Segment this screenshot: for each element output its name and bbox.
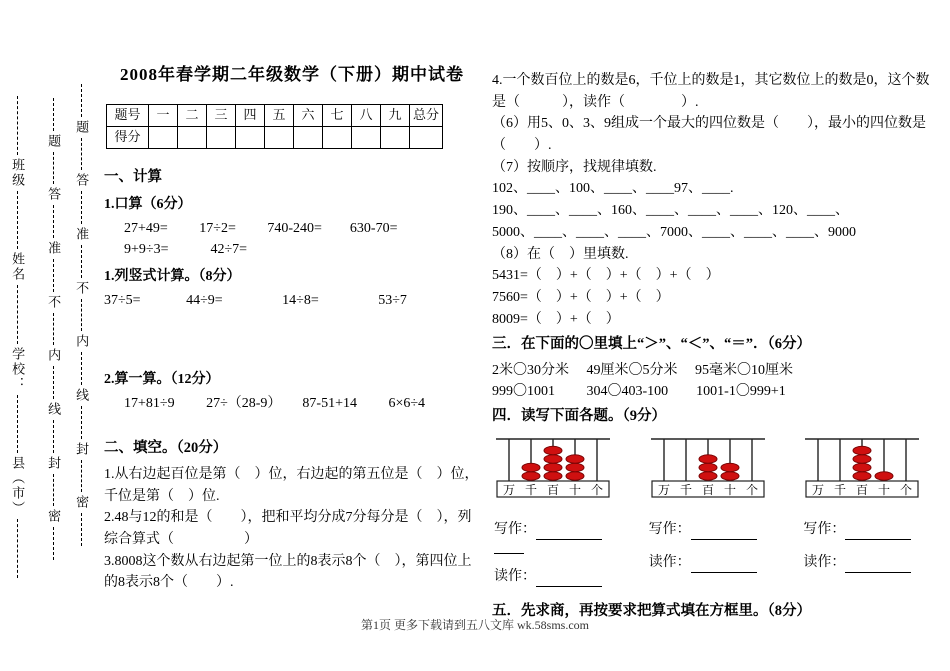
abacus-row [494, 436, 942, 587]
seal-info-field: 班级 [10, 157, 26, 188]
seal-char: 封 [74, 441, 90, 457]
answer-blank-continuation [494, 544, 524, 554]
fill-item: （7）按顺序，找规律填数. [492, 159, 657, 175]
score-cell-empty [236, 126, 265, 148]
svg-text:百: 百 [856, 482, 869, 497]
fill-item: 102、____、100、____、____97、____. [492, 181, 734, 197]
seal-line-column-1 [44, 98, 62, 560]
score-table-header-cell: 一 [149, 104, 178, 126]
seal-dashed-line [17, 191, 18, 250]
answer-blank [845, 560, 911, 573]
seal-char: 不 [74, 280, 90, 296]
svg-text:百: 百 [701, 482, 714, 497]
seal-dashed-line [53, 313, 54, 346]
svg-text:万: 万 [657, 482, 670, 497]
svg-text:千: 千 [524, 482, 538, 497]
svg-text:个: 个 [590, 482, 604, 497]
seal-dashed-line [53, 205, 54, 238]
oral-calc-heading: 1.口算（6分） [104, 197, 192, 213]
seal-dashed-line [17, 285, 18, 344]
seal-dashed-line [53, 98, 54, 131]
write-line [803, 519, 942, 540]
compute-heading: 2.算一算。（12分） [104, 372, 220, 388]
score-table-header-cell: 五 [265, 104, 294, 126]
abacus-svg [803, 436, 921, 500]
seal-char: 题 [74, 119, 90, 135]
right-column [492, 70, 942, 627]
seal-info-field: 县（市） [10, 456, 26, 517]
section-fill-heading: 二、填空。（20分） [104, 440, 228, 457]
score-cell-empty [410, 126, 443, 148]
write-label: 写作： [648, 521, 691, 537]
seal-info-field: 姓名 [10, 252, 26, 283]
seal-char: 准 [46, 241, 62, 257]
math-line: 9+9÷3= 42÷7= [124, 242, 248, 258]
answer-blank [536, 574, 602, 587]
abacus-svg [494, 436, 612, 500]
abacus-1 [494, 436, 633, 507]
seal-dashed-line [53, 259, 54, 292]
seal-char: 密 [46, 509, 62, 525]
seal-char: 不 [46, 294, 62, 310]
working-space [104, 311, 480, 363]
score-cell-empty [294, 126, 323, 148]
abacus-group [803, 436, 942, 587]
seal-dashed-line [81, 84, 82, 117]
abacus-svg [649, 436, 767, 500]
abacus-3 [803, 436, 942, 507]
score-table-header-cell: 题号 [107, 104, 149, 126]
write-line [494, 519, 633, 540]
math-line: 27+49= 17÷2= 740-240= 630-70= [124, 221, 398, 237]
seal-dashed-line [53, 152, 54, 185]
seal-dashed-line [81, 460, 82, 493]
svg-text:十: 十 [568, 482, 582, 497]
seal-char: 准 [74, 227, 90, 243]
score-table-header-cell: 八 [352, 104, 381, 126]
vertical-calc-heading: 1.列竖式计算。（8分） [104, 269, 241, 285]
seal-dashed-line [81, 352, 82, 385]
fill-item: 5431=（ ）+（ ）+（ ）+（ ） [492, 268, 720, 284]
score-cell-empty [178, 126, 207, 148]
read-label: 读作： [803, 554, 846, 570]
fill-item: 7560=（ ）+（ ）+（ ） [492, 289, 670, 305]
score-table-header-cell: 九 [381, 104, 410, 126]
fill-items-right [492, 70, 942, 330]
seal-dashed-line [17, 395, 18, 454]
seal-dashed-line [81, 406, 82, 439]
fill-item: （6）用5、0、3、9组成一个最大的四位数是（ ），最小的四位数是（ ）. [492, 116, 926, 154]
write-line [649, 519, 788, 540]
write-label: 写作： [803, 521, 846, 537]
svg-text:万: 万 [812, 482, 825, 497]
answer-blank [691, 527, 757, 540]
score-table-header-cell: 三 [207, 104, 236, 126]
svg-text:千: 千 [834, 482, 847, 497]
read-label: 读作： [648, 554, 691, 570]
seal-char: 答 [74, 173, 90, 189]
answer-blank [845, 527, 911, 540]
score-table-header-cell: 总分 [410, 104, 443, 126]
abacus-2 [649, 436, 788, 507]
seal-char: 线 [74, 388, 90, 404]
score-row-label: 得分 [107, 126, 149, 148]
seal-char: 内 [74, 334, 90, 350]
seal-dashed-line [53, 474, 54, 507]
score-cell-empty [207, 126, 236, 148]
seal-dashed-line [81, 245, 82, 278]
seal-dashed-line [53, 366, 54, 399]
section-compare-heading: 三．在下面的〇里填上“＞”、“＜”、“＝”．（6分） [492, 336, 811, 353]
score-cell-empty [149, 126, 178, 148]
seal-dashed-line [81, 138, 82, 171]
fill-item: 2.48与12的和是（ ），把和平均分成7分每分是（ ），列综合算式（ ） [104, 510, 472, 548]
write-label: 写作： [494, 521, 536, 537]
abacus-group [494, 436, 633, 587]
svg-text:十: 十 [723, 482, 736, 497]
seal-info-field: 学校： [10, 346, 26, 392]
seal-dashed-line [17, 96, 18, 155]
read-line [803, 552, 942, 573]
footer-text: 第1页 更多下载请到五八文库 wk.58sms.com [360, 618, 589, 632]
svg-text:个: 个 [900, 482, 913, 497]
svg-text:万: 万 [502, 482, 516, 497]
svg-text:千: 千 [679, 482, 692, 497]
section-readwrite-heading: 四．读写下面各题。（9分） [492, 408, 666, 424]
read-line [494, 566, 633, 587]
seal-line-column-2 [72, 84, 90, 546]
seal-info-column [4, 96, 30, 578]
fill-item: 190、____、____、160、____、____、____、120、____、 [492, 203, 849, 219]
abacus-group [649, 436, 788, 587]
section-quotient-heading: 五．先求商，再按要求把算式填在方框里。（8分） [492, 602, 811, 619]
score-table-header-cell: 二 [178, 104, 207, 126]
seal-dashed-line [81, 191, 82, 224]
score-table-header-cell: 四 [236, 104, 265, 126]
seal-char: 封 [46, 455, 62, 471]
score-cell-empty [381, 126, 410, 148]
seal-dashed-line [81, 513, 82, 546]
fill-item: 3.8008这个数从右边起第一位上的8表示8个（ ），第四位上的8表示8个（ ）. [104, 553, 472, 591]
seal-dashed-line [81, 299, 82, 332]
seal-dashed-line [53, 527, 54, 560]
seal-char: 线 [46, 402, 62, 418]
fill-item: （8）在（ ）里填数. [492, 246, 629, 262]
score-cell-empty [352, 126, 381, 148]
score-table-header-cell: 六 [294, 104, 323, 126]
seal-dashed-line [53, 420, 54, 453]
answer-blank [536, 527, 602, 540]
fill-item: 8009=（ ）+（ ） [492, 311, 620, 327]
seal-char: 内 [46, 348, 62, 364]
seal-char: 答 [46, 187, 62, 203]
fill-item: 4.一个数百位上的数是6，千位上的数是1，其它数位上的数是0，这个数是（ ），读作（ ）. [492, 73, 930, 110]
left-column [104, 62, 480, 594]
math-line: 17+81÷9 27÷（28-9） 87-51+14 6×6÷4 [124, 396, 426, 412]
seal-char: 密 [74, 495, 90, 511]
fill-item: 5000、____、____、____、7000、____、____、____、9000 [492, 224, 856, 240]
score-table [106, 104, 443, 149]
svg-text:百: 百 [546, 482, 560, 497]
section-calc-heading: 一、计算 [104, 168, 162, 185]
answer-blank [691, 560, 757, 573]
compare-line: 999〇1001 304〇403-100 1001-1〇999+1 [492, 384, 786, 399]
fill-items-left [104, 464, 480, 594]
read-label: 读作： [494, 568, 536, 584]
svg-text:个: 个 [745, 482, 758, 497]
seal-dashed-line [17, 519, 18, 578]
fill-item: 1.从右边起百位是第（ ）位，右边起的第五位是（ ）位，千位是第（ ）位. [104, 467, 479, 504]
compare-line: 2米〇30分米 49厘米〇5分米 95毫米〇10厘米 [492, 363, 793, 378]
score-table-header-cell: 七 [323, 104, 352, 126]
seal-char: 题 [46, 133, 62, 149]
page-title: 2008年春学期二年级数学（下册）期中试卷 [120, 65, 464, 84]
math-line: 37÷5= 44÷9= 14÷8= 53÷7 [104, 293, 407, 309]
read-line [649, 552, 788, 573]
svg-text:十: 十 [878, 482, 891, 497]
score-cell-empty [265, 126, 294, 148]
score-cell-empty [323, 126, 352, 148]
